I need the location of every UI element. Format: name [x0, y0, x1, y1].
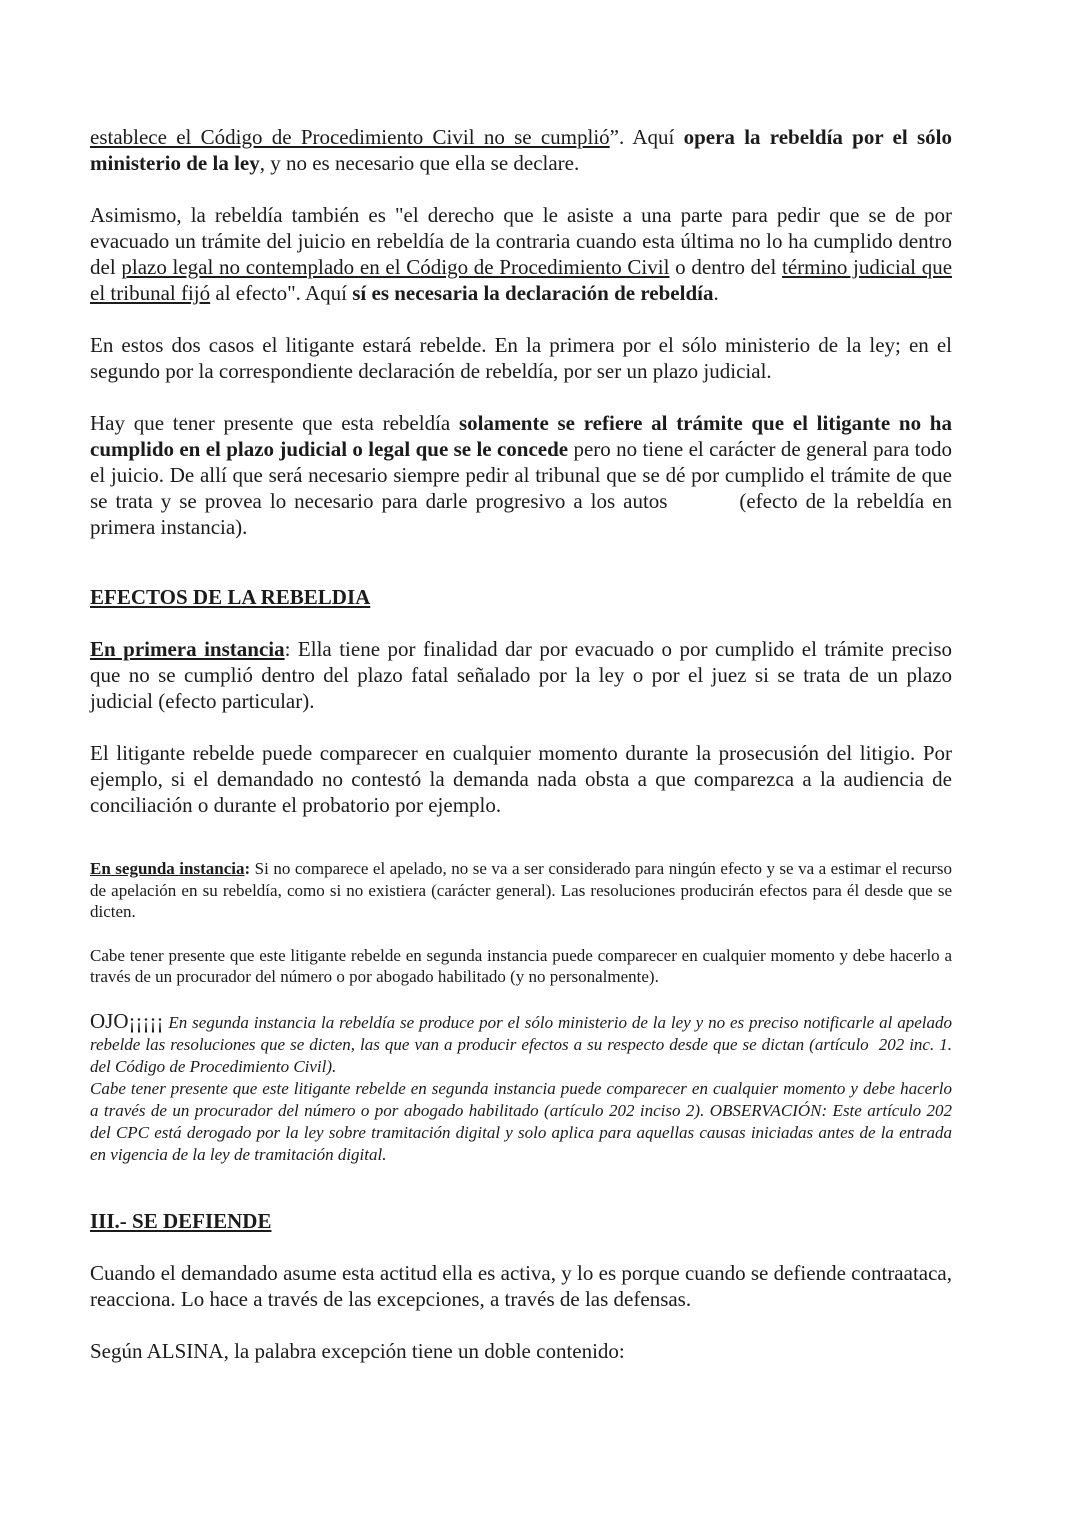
heading-text: III.- SE DEFIENDE	[90, 1208, 272, 1233]
text-run: Cabe tener presente que este litigante rebelde en segunda instancia puede comparecer en cualquier momento y debe hacerlo a través de un procurador del número o por abogado habilitado (y no personalmente).	[90, 945, 952, 986]
paragraph-actitud-activa	[90, 1260, 952, 1312]
bold-text: solamente se refiere al trámite que el litigante no ha cumplido en el plazo judicial o legal que se le concede	[90, 411, 952, 461]
paragraph-segunda-instancia	[90, 858, 952, 923]
text-run: al efecto". Aquí	[210, 281, 353, 305]
underlined-text: establece el Código de Procedimiento Civil no se cumplió	[90, 125, 610, 149]
text-run: Si no comparece el apelado, no se va a ser considerado para ningún efecto y se va a estimar el recurso de apelación en su rebeldía, como si no existiera (carácter general). Las resoluciones producirán efectos para él desde que se dicten.	[90, 859, 952, 921]
heading-efectos-rebeldia	[90, 584, 952, 610]
paragraph-segun-alsina	[90, 1338, 952, 1364]
italic-text: En segunda instancia la rebeldía se produce por el sólo ministerio de la ley y no es preciso notificarle al apelado rebelde las resoluciones que se dicten, las que van a producir efectos a su respecto desde que se dictan (artículo 202 inc. 1. del Código de Procedimiento Civil).	[90, 1012, 952, 1076]
bold-text: opera la rebeldía por el sólo ministerio de la ley	[90, 125, 952, 175]
text-run: Asimismo, la rebeldía también es "el derecho que le asiste a una parte para pedir que se de por evacuado un trámite del juicio en rebeldía de la contraria cuando esta última no lo ha cumplido dentro del	[90, 203, 952, 279]
document-page	[90, 0, 952, 1364]
underlined-text: término judicial que el tribunal fijó	[90, 255, 953, 305]
heading-se-defiende	[90, 1208, 952, 1234]
text-run: Hay que tener presente que esta rebeldía	[90, 411, 459, 435]
paragraph-dos-casos	[90, 332, 952, 384]
underlined-text: plazo legal no contemplado en el Código de Procedimiento Civil	[121, 255, 670, 279]
bold-underlined-text: En primera instancia	[90, 637, 285, 661]
bold-text: :	[244, 859, 251, 878]
text-run: En estos dos casos el litigante estará rebelde. En la primera por el sólo ministerio de la ley; en el segundo por la correspondiente declaración de rebeldía, por ser un plazo judicial.	[90, 333, 952, 383]
text-run: Según ALSINA, la palabra excepción tiene un doble contenido:	[90, 1338, 625, 1363]
text-run: , y no es necesario que ella se declare.	[259, 151, 580, 175]
bold-text: sí es necesaria la declaración de rebeldía	[352, 281, 714, 305]
bold-underlined-text: En segunda instancia	[90, 859, 245, 878]
paragraph-alcance-rebeldia	[90, 410, 952, 540]
paragraph-primera-instancia	[90, 636, 952, 714]
text-run: ”. Aquí	[609, 125, 684, 149]
paragraph-litigante-comparecer	[90, 740, 952, 818]
paragraph-cabe-tener-presente	[90, 945, 952, 988]
ojo-label: OJO¡¡¡¡¡	[90, 1008, 164, 1033]
text-run: : Ella tiene por finalidad dar por evacuado o por cumplido el trámite preciso que no se cumplió dentro del plazo fatal señalado por la ley o por el juez si se trata de un plazo judicial (efecto particular).	[90, 637, 952, 713]
paragraph-rebeldia-ministerio-ley	[90, 124, 952, 176]
heading-text: EFECTOS DE LA REBELDIA	[90, 585, 371, 609]
paragraph-ojo-nota	[90, 1010, 952, 1078]
paragraph-ojo-observacion	[90, 1078, 952, 1166]
italic-text: Cabe tener presente que este litigante rebelde en segunda instancia puede comparecer en cualquier momento y debe hacerlo a través de un procurador del número o por abogado habilitado (artículo 202 inciso 2). OBSERVACIÓN: Este artículo 202 del CPC está derogado por la ley sobre tramitación digital y solo aplica para aquellas causas iniciadas antes de la entrada en vigencia de la ley de tramitación digital.	[90, 1078, 952, 1164]
text-run: .	[713, 281, 719, 305]
paragraph-asimismo-definicion	[90, 202, 952, 306]
text-run: El litigante rebelde puede comparecer en cualquier momento durante la prosecusión del litigio. Por ejemplo, si el demandado no contestó la demanda nada obsta a que comparezca a la audiencia de conciliación o durante el probatorio por ejemplo.	[90, 741, 952, 817]
text-run: o dentro del	[669, 255, 783, 279]
text-run: Cuando el demandado asume esta actitud ella es activa, y lo es porque cuando se defiende contraataca, reacciona. Lo hace a través de las excepciones, a través de las defensas.	[90, 1260, 952, 1311]
text-run: pero no tiene el carácter de general para todo el juicio. De allí que será necesario siempre pedir al tribunal que se dé por cumplido el trámite de que se trata y se provea lo necesario para darle progresivo a los autos (efecto de la rebeldía en primera instancia).	[90, 437, 952, 539]
